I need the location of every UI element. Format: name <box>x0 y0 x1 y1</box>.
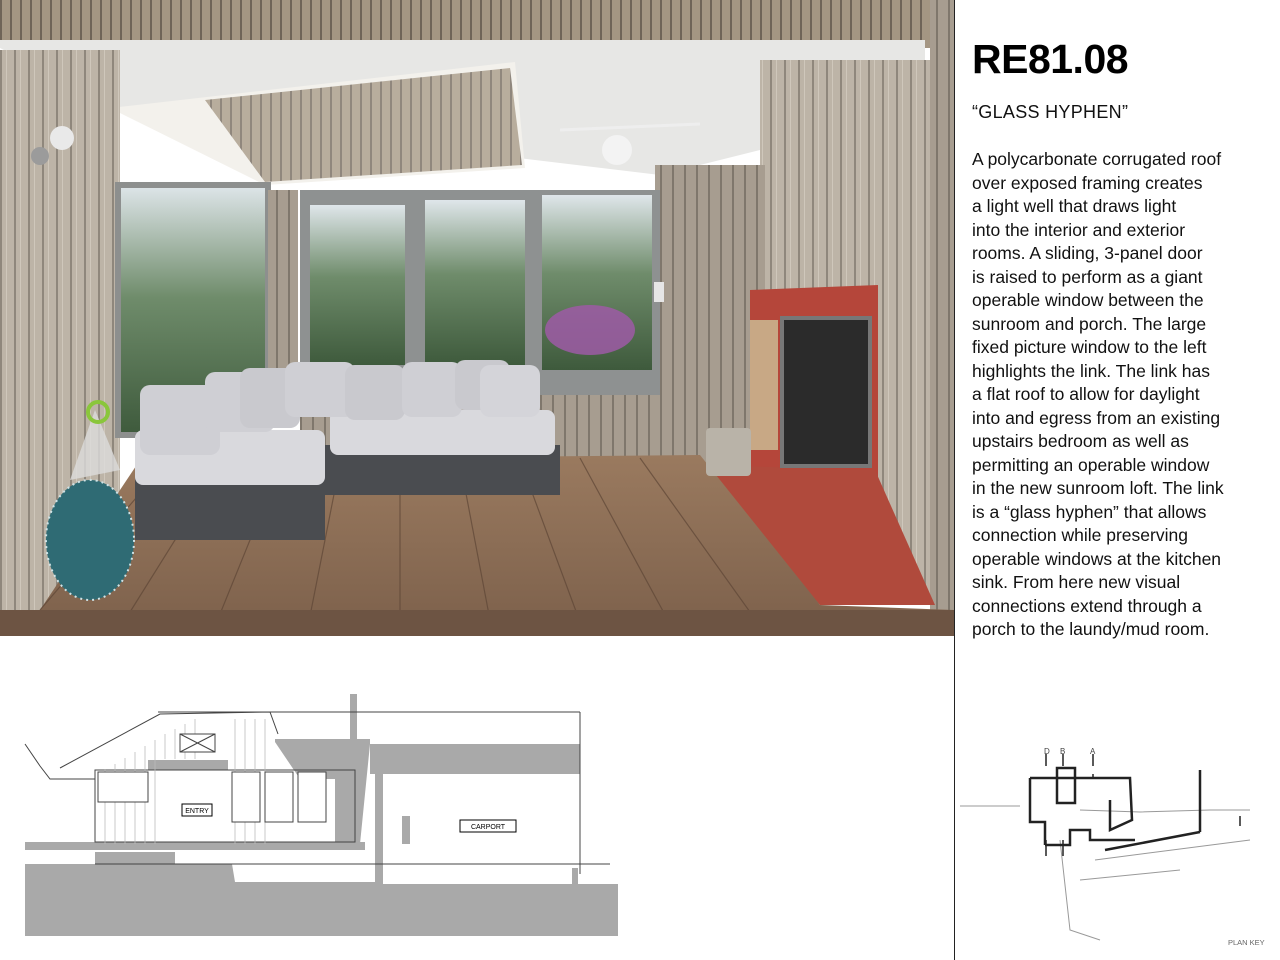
description-line: porch to the laundy/mud room. <box>972 619 1210 639</box>
entry-label: ENTRY <box>185 808 209 815</box>
project-description <box>972 148 1272 642</box>
description-line: over exposed framing creates <box>972 172 1203 193</box>
plan-marker-a: A <box>1090 747 1096 756</box>
description-line: fixed picture window to the left <box>972 337 1207 357</box>
project-subtitle: “GLASS HYPHEN” <box>972 102 1129 122</box>
description-line: rooms. A sliding, 3-panel door <box>972 243 1203 263</box>
plan-key-label: PLAN KEY <box>1228 938 1265 947</box>
description-line: into and egress from an existing <box>972 407 1221 428</box>
description-line: permitting an operable window <box>972 454 1210 475</box>
project-title: RE81.08 <box>972 36 1129 82</box>
porch-photo <box>0 0 954 636</box>
carport-label: CARPORT <box>470 824 506 831</box>
description-line: is raised to perform as a giant <box>972 266 1203 287</box>
description-line: upstairs bedroom as well as <box>972 431 1189 451</box>
description-line: is a “glass hyphen” that allows <box>972 501 1207 522</box>
plan-key-drawing <box>960 740 1270 950</box>
description-line: connection while preserving <box>972 525 1188 545</box>
description-line: a flat roof to allow for daylight <box>972 384 1200 404</box>
column-divider <box>954 0 955 960</box>
plan-marker-b: B <box>1060 747 1066 756</box>
description-line: into the interior and exterior <box>972 219 1186 240</box>
description-line: operable window between the <box>972 290 1204 310</box>
description-line: sink. From here new visual <box>972 572 1181 592</box>
plan-marker-d: D <box>1044 747 1050 756</box>
description-line: in the new sunroom loft. The link <box>972 478 1224 498</box>
description-line: A polycarbonate corrugated roof <box>972 149 1222 169</box>
description-line: highlights the link. The link has <box>972 360 1211 381</box>
description-line: sunroom and porch. The large <box>972 313 1207 334</box>
building-section-drawing <box>20 684 620 944</box>
description-line: connections extend through a <box>972 595 1202 616</box>
description-line: a light well that draws light <box>972 196 1177 216</box>
description-line: operable windows at the kitchen <box>972 548 1222 569</box>
